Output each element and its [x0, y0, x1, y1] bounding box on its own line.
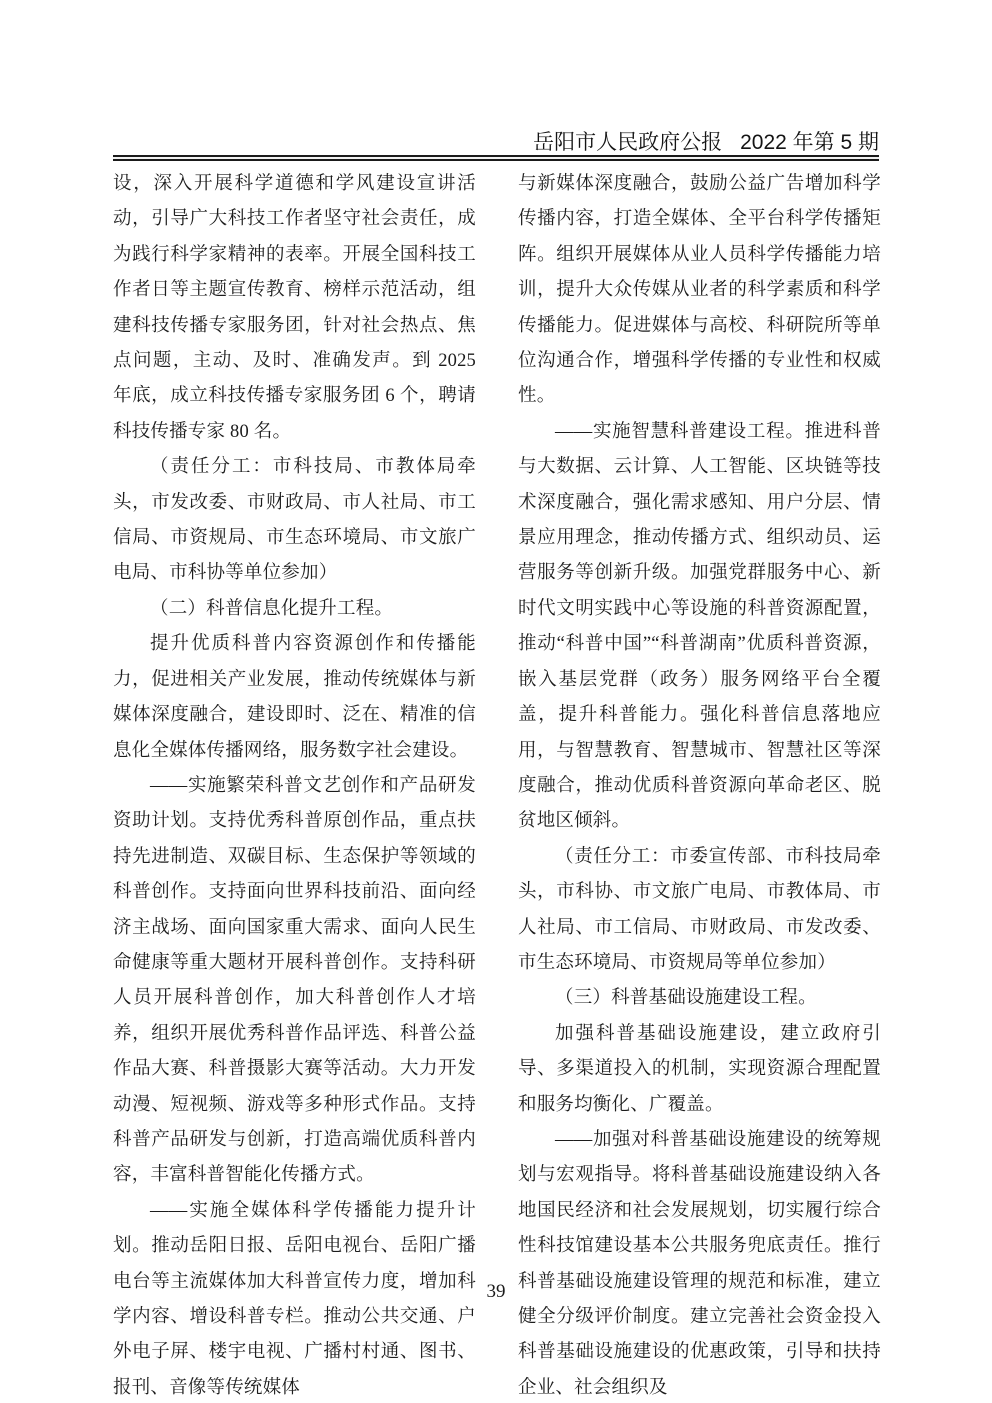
page-number: 39: [486, 1281, 506, 1302]
paragraph: （责任分工：市委宣传部、市科技局牵头，市科协、市文旅广电局、市教体局、市人社局、市工信局、市财政局、市发改委、市生态环境局、市资规局等单位参加）: [518, 846, 881, 973]
right-column: [518, 167, 881, 1403]
paragraph: 与新媒体深度融合，鼓励公益广告增加科学传播内容，打造全媒体、全平台科学传播矩阵。组织开展媒体从业人员科学传播能力培训，提升大众传媒从业者的科学素质和科学传播能力。促进媒体与高校、科研院所等单位沟通合作，增强科学传播的专业性和权威性。: [518, 174, 881, 407]
paragraph: ——实施智慧科普建设工程。推进科普与大数据、云计算、人工智能、区块链等技术深度融合，强化需求感知、用户分层、情景应用理念，推动传播方式、组织动员、运营服务等创新升级。加强党群服务中心、新时代文明实践中心等设施的科普资源配置，推动“科普中国”“科普湖南”优质科普资源，嵌入基层党群（政务）服务网络平台全覆盖，提升科普能力。强化科普信息落地应用，与智慧教育、智慧城市、智慧社区等深度融合，推动优质科普资源向革命老区、脱贫地区倾斜。: [518, 421, 881, 832]
masthead: [113, 131, 879, 155]
paragraph: 设，深入开展科学道德和学风建设宣讲活动，引导广大科技工作者坚守社会责任，成为践行科学家精神的表率。开展全国科技工作者日等主题宣传教育、榜样示范活动，组建科技传播专家服务团，针对社会热点、焦点问题，主动、及时、准确发声。到 2025 年底，成立科技传播专家服务团 6 个，聘请科技传播专家 80 名。: [113, 174, 476, 442]
section-heading: （三）科普基础设施建设工程。: [555, 988, 817, 1009]
issue-label: 2022 年第 5 期: [740, 131, 879, 154]
paragraph: （责任分工：市科技局、市教体局牵头，市发改委、市财政局、市人社局、市工信局、市资规局、市生态环境局、市文旅广电局、市科协等单位参加）: [113, 457, 476, 584]
paragraph: ——实施繁荣科普文艺创作和产品研发资助计划。支持优秀科普原创作品，重点扶持先进制造、双碳目标、生态保护等领域的科普创作。支持面向世界科技前沿、面向经济主战场、面向国家重大需求、面向人民生命健康等重大题材开展科普创作。支持科研人员开展科普创作，加大科普创作人才培养，组织开展优秀科普作品评选、科普公益作品大赛、科普摄影大赛等活动。大力开发动漫、短视频、游戏等多种形式作品。支持科普产品研发与创新，打造高端优质科普内容，丰富科普智能化传播方式。: [113, 775, 476, 1186]
article-body: [113, 167, 881, 1403]
paragraph: ——实施全媒体科学传播能力提升计划。推动岳阳日报、岳阳电视台、岳阳广播电台等主流媒体加大科普宣传力度，增加科学内容、增设科普专栏。推动公共交通、户外电子屏、楼宇电视、广播村村通、图书、报刊、音像等传统媒体: [113, 1200, 476, 1398]
paragraph: ——加强对科普基础设施建设的统筹规划与宏观指导。将科普基础设施建设纳入各地国民经济和社会发展规划，切实履行综合性科技馆建设基本公共服务兜底责任。推行科普基础设施建设管理的规范和标准，建立健全分级评价制度。建立完善社会资金投入科普基础设施建设的优惠政策，引导和扶持企业、社会组织及: [518, 1129, 881, 1398]
paragraph: 加强科普基础设施建设，建立政府引导、多渠道投入的机制，实现资源合理配置和服务均衡化、广覆盖。: [518, 1023, 881, 1115]
section-heading: （二）科普信息化提升工程。: [150, 598, 394, 619]
masthead-rule: [113, 155, 879, 161]
paragraph: 提升优质科普内容资源创作和传播能力，促进相关产业发展，推动传统媒体与新媒体深度融合，建设即时、泛在、精准的信息化全媒体传播网络，服务数字社会建设。: [113, 634, 476, 761]
publication-title: 岳阳市人民政府公报: [533, 131, 723, 154]
left-column: [113, 167, 476, 1403]
